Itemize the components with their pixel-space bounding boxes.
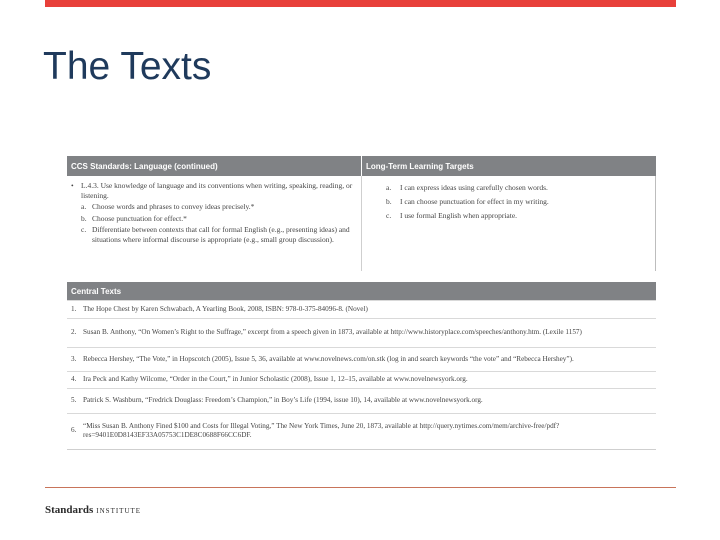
target-text: I can express ideas using carefully chosen words. [400, 183, 548, 192]
learning-target [366, 209, 650, 223]
standard-text: L.4.3. Use knowledge of language and its conventions when writing, speaking, reading, or listening. [81, 181, 353, 200]
bullet-icon: • [71, 181, 74, 190]
target-text: I use formal English when appropriate. [400, 211, 518, 220]
row-number: 2. [71, 328, 77, 337]
table-row [67, 371, 656, 388]
target-text: I can choose punctuation for effect in my writing. [400, 197, 549, 206]
standard-item [71, 181, 357, 200]
row-text: Ira Peck and Kathy Wilcome, “Order in the Court,” in Junior Scholastic (2008), Issue 1, 12–15, available at www.novelnewsyork.org. [83, 375, 468, 384]
sub-item-letter: a. [81, 202, 87, 211]
target-letter: c. [386, 211, 392, 220]
row-text: Rebecca Hershey, “The Vote,” in Hopscotch (2005), Issue 5, 36, available at www.novelnews.com/on.stk (log in and search keywords “the vote” and “Rebecca Hershey”). [83, 354, 574, 363]
row-number: 1. [71, 304, 77, 313]
row-text: The Hope Chest by Karen Schwabach, A Yearling Book, 2008, ISBN: 978-0-375-84096-8. (Novel) [83, 304, 368, 313]
sub-item-letter: c. [81, 225, 87, 234]
learning-target [366, 195, 650, 209]
table-row [67, 413, 656, 448]
sub-item-text: Choose punctuation for effect.* [92, 213, 187, 223]
standards-column-header: CCS Standards: Language (continued) [71, 162, 218, 171]
row-number: 5. [71, 396, 77, 405]
standard-cell [67, 176, 361, 271]
slide-title: The Texts [43, 45, 212, 88]
central-texts-header: Central Texts [67, 282, 656, 300]
row-text: Patrick S. Washburn, “Fredrick Douglass: Freedom’s Champion,” in Boy’s Life (1994, issue 10), 14, available at www.novelnewsyork.org. [83, 396, 483, 405]
row-text: Susan B. Anthony, “On Women’s Right to the Suffrage,” excerpt from a speech given in 1873, available at http://www.historyplace.com/speeches/anthony.htm. (Lexile 1157) [83, 328, 582, 337]
row-number: 4. [71, 375, 77, 384]
table-edge-divider [655, 176, 656, 271]
table-row [67, 300, 656, 318]
learning-target [366, 181, 650, 195]
standards-table [67, 156, 656, 271]
table-row [67, 318, 656, 347]
targets-cell [361, 176, 656, 271]
row-number: 6. [71, 426, 77, 435]
table-row [67, 388, 656, 413]
standards-table-header [67, 156, 656, 176]
target-letter: b. [386, 197, 392, 206]
logo-main-text: Standards [45, 504, 94, 516]
standard-sub-item [81, 214, 357, 224]
table-row [67, 347, 656, 371]
targets-column-header: Long-Term Learning Targets [361, 156, 656, 176]
standards-table-body [67, 176, 656, 271]
central-texts-table [67, 282, 656, 450]
top-accent-bar [45, 0, 676, 7]
standard-sub-item [81, 225, 357, 244]
sub-item-letter: b. [81, 213, 87, 223]
sub-item-text: Differentiate between contexts that call for formal English (e.g., presenting ideas) and situations where informal discourse is appropriate (e.g., small group discussion). [92, 225, 350, 244]
row-number: 3. [71, 354, 77, 363]
footer-divider [45, 487, 676, 488]
target-letter: a. [386, 183, 392, 192]
standards-institute-logo [45, 504, 141, 516]
logo-sub-text: INSTITUTE [96, 507, 142, 515]
row-text: “Miss Susan B. Anthony Fined $100 and Costs for Illegal Voting,” The New York Times, June 20, 1873, available at http://query.nytimes.com/mem/archive-free/pdf?res=9401E0D8143EF33A05753C1DE8C0688F66CC6DF. [83, 421, 560, 439]
sub-item-text: Choose words and phrases to convey ideas precisely.* [92, 202, 255, 211]
standard-sub-item [81, 202, 357, 212]
